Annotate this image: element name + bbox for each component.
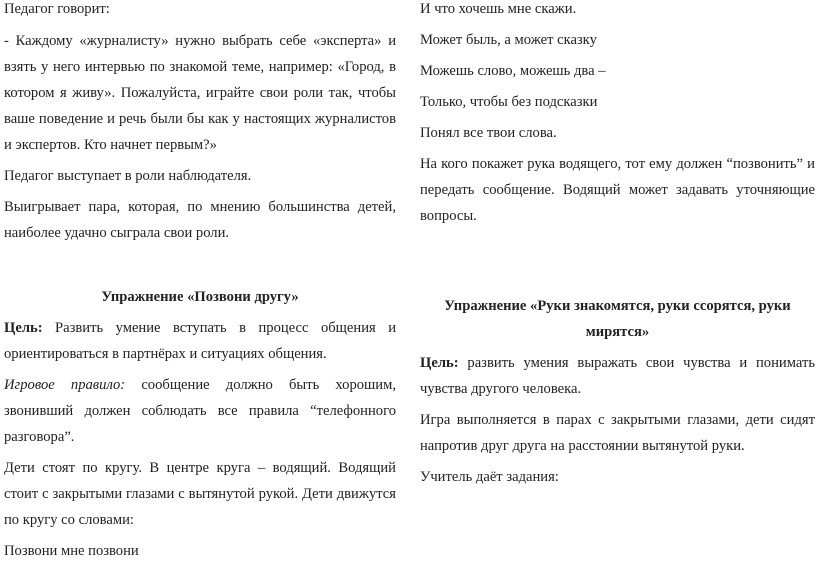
goal-label: Цель: — [4, 320, 43, 336]
goal-text-hands: развить умения выражать свои чувства и понимать чувства другого человека. — [420, 355, 815, 397]
game-rule-paragraph — [4, 372, 396, 450]
teacher-role: Педагог выступает в роли наблюдателя. — [4, 168, 252, 184]
goal-paragraph-hands — [420, 350, 815, 402]
poem-line-4: Можешь слово, можешь два – — [420, 63, 606, 79]
pairs-description: Игра выполняется в парах с закрытыми глазами, дети сидят напротив друг друга на расстоянии вытянутой руки. — [420, 412, 815, 454]
poem-line-3: Может быль, а может сказку — [420, 32, 597, 48]
teacher-says: Педагог говорит: — [4, 1, 110, 17]
exercise-title-call-friend: Упражнение «Позвони другу» — [101, 289, 299, 305]
game-rule-text: сообщение должно быть хорошим, звонивший должен соблюдать все правила “телефонного разговора”. — [4, 377, 396, 445]
right-column — [420, 0, 815, 490]
teacher-instruction: - Каждому «журналисту» нужно выбрать себе «эксперта» и взять у него интервью по знакомой теме, например: «Город, в котором я живу». Пожалуйста, играйте свои роли так, чтобы ваше поведение и речь были бы как у настоящих журналистов и экспертов. Кто начнет первым?» — [4, 33, 396, 153]
circle-description: Дети стоят по кругу. В центре круга – водящий. Водящий стоит с закрытыми глазами с вытянутой рукой. Дети движутся по кругу со словами: — [4, 460, 396, 528]
winner-rule: Выигрывает пара, которая, по мнению большинства детей, наиболее удачно сыграла свои роли. — [4, 199, 396, 241]
poem-line-6: Понял все твои слова. — [420, 125, 557, 141]
teacher-tasks: Учитель даёт задания: — [420, 469, 559, 485]
call-rule: На кого покажет рука водящего, тот ему должен “позвонить” и передать сообщение. Водящий может задавать уточняющие вопросы. — [420, 156, 815, 224]
goal-text: Развить умение вступать в процесс общения и ориентироваться в партнёрах и ситуациях общения. — [4, 320, 396, 362]
exercise-title-hands: Упражнение «Руки знакомятся, руки ссорятся, руки мирятся» — [444, 298, 791, 340]
poem-line-1: Позвони мне позвони — [4, 543, 139, 559]
goal-label-hands: Цель: — [420, 355, 459, 371]
poem-line-5: Только, чтобы без подсказки — [420, 94, 598, 110]
goal-paragraph — [4, 315, 396, 367]
game-rule-label: Игровое правило: — [4, 377, 126, 393]
poem-line-2: И что хочешь мне скажи. — [420, 1, 577, 17]
left-column — [4, 0, 396, 564]
